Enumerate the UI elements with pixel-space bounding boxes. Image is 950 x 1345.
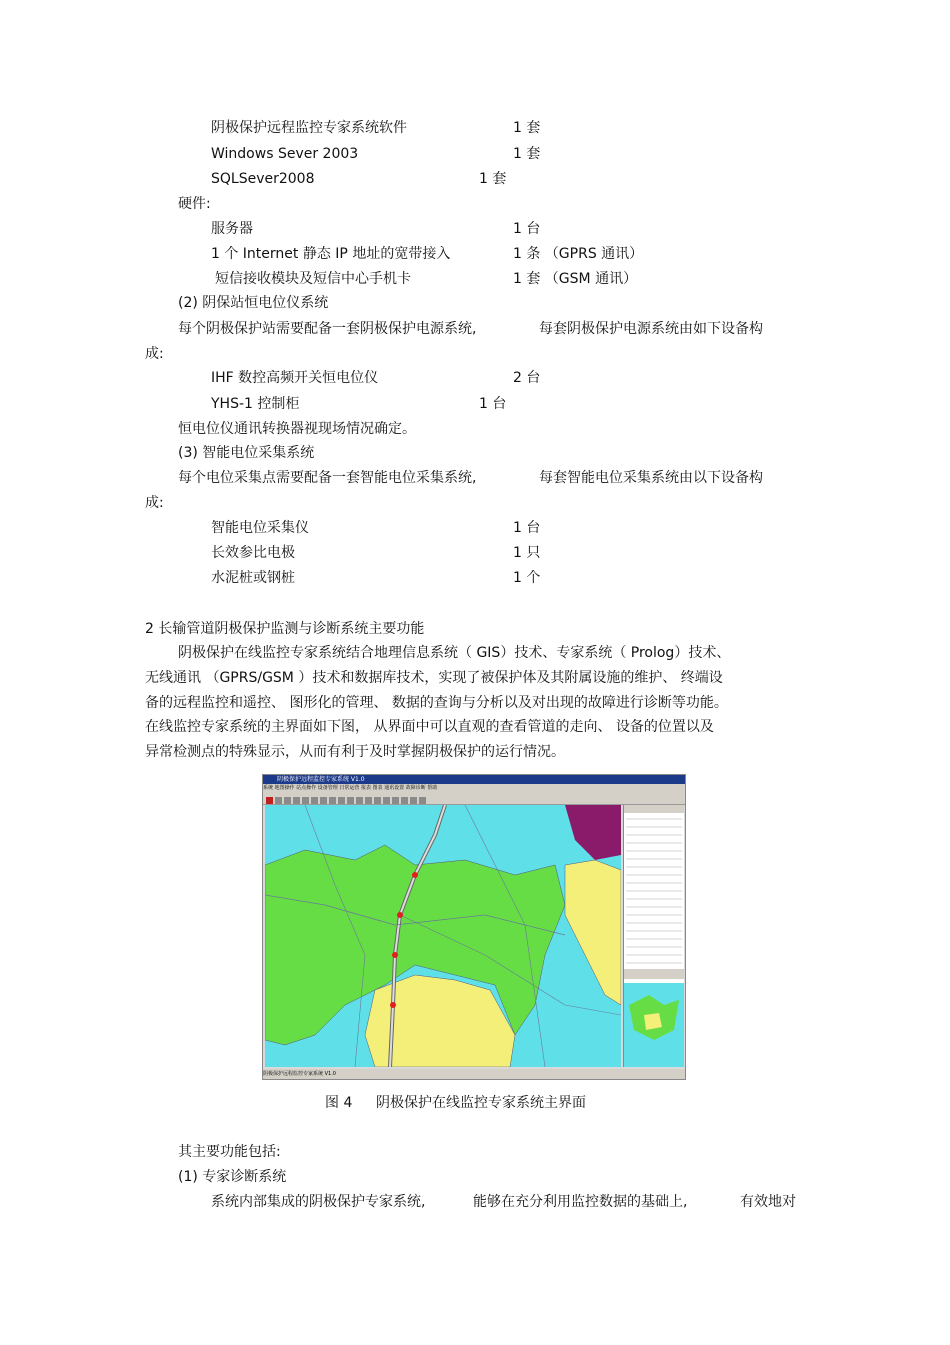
- figure-caption-text: 阴极保护在线监控专家系统主界面: [376, 1095, 586, 1111]
- equipment-item-name: 水泥桩或钢桩: [211, 570, 295, 586]
- figure-screenshot: [262, 774, 686, 1080]
- equipment-item-qty: 1 台: [479, 396, 507, 412]
- equipment-item-name: 智能电位采集仪: [211, 520, 309, 536]
- section-heading: (2) 阴保站恒电位仪系统: [178, 295, 329, 311]
- paragraph-line: 有效地对: [740, 1194, 796, 1210]
- hardware-item-qty: 1 条 （GPRS 通讯）: [513, 246, 644, 262]
- software-item-name: Windows Sever 2003: [211, 146, 359, 162]
- equipment-item-qty: 1 个: [513, 570, 541, 586]
- hardware-item-name: 短信接收模块及短信中心手机卡: [215, 271, 411, 287]
- equipment-item-qty: 1 只: [513, 545, 541, 561]
- software-item-qty: 1 套: [513, 146, 541, 162]
- equipment-item-qty: 1 台: [513, 520, 541, 536]
- equipment-item-name: YHS-1 控制柜: [211, 396, 300, 412]
- figure-status-bar: 阴极保护远程监控专家系统 V1.0: [263, 1069, 685, 1079]
- map-drawing: [265, 805, 621, 1067]
- hardware-item-name: 1 个 Internet 静态 IP 地址的宽带接入: [211, 246, 451, 262]
- figure-menu-bar: 系统 地图操作 站点操作 设备管理 日常运营 报表 图表 通讯设置 故障诊断 帮助: [263, 784, 685, 792]
- equipment-item-name: 长效参比电极: [211, 545, 295, 561]
- figure-map: [265, 805, 621, 1067]
- paragraph-line: 系统内部集成的阴极保护专家系统,: [211, 1194, 426, 1210]
- paragraph-line: 异常检测点的特殊显示，从而有利于及时掌握阴极保护的运行情况。: [145, 744, 565, 760]
- side-panel-drawing: [624, 805, 684, 1067]
- software-item-qty: 1 套: [513, 120, 541, 136]
- figure-window-title: 阴极保护远程监控专家系统 V1.0: [263, 775, 685, 784]
- paragraph-line: 成:: [145, 495, 164, 511]
- section-heading: (3) 智能电位采集系统: [178, 445, 315, 461]
- paragraph-line: 每套智能电位采集系统由以下设备构: [539, 470, 763, 486]
- hardware-item-qty: 1 台: [513, 221, 541, 237]
- paragraph-line: 阴极保护在线监控专家系统结合地理信息系统（ GIS）技术、专家系统（ Prolog）技术、: [178, 645, 731, 661]
- figure-caption-number: 图 4: [325, 1095, 353, 1111]
- paragraph-line: 成:: [145, 346, 164, 362]
- software-item-name: SQLSever2008: [211, 171, 315, 187]
- paragraph-line: 无线通讯 （GPRS/GSM ）技术和数据库技术，实现了被保护体及其附属设施的维护、 终端设: [145, 670, 723, 686]
- paragraph-line: 每个阴极保护站需要配备一套阴极保护电源系统,: [178, 321, 477, 337]
- figure-side-panel: [623, 805, 684, 1067]
- hardware-item-qty: 1 套 （GSM 通讯）: [513, 271, 638, 287]
- equipment-item-qty: 2 台: [513, 370, 541, 386]
- hardware-item-name: 服务器: [211, 221, 253, 237]
- paragraph-line: 恒电位仪通讯转换器视现场情况确定。: [178, 421, 416, 437]
- section-heading: (1) 专家诊断系统: [178, 1169, 287, 1185]
- paragraph-line: 每个电位采集点需要配备一套智能电位采集系统,: [178, 470, 477, 486]
- figure-toolbar: [263, 792, 685, 805]
- software-item-qty: 1 套: [479, 171, 507, 187]
- paragraph-line: 每套阴极保护电源系统由如下设备构: [539, 321, 763, 337]
- software-item-name: 阴极保护远程监控专家系统软件: [211, 120, 407, 136]
- chapter-heading: 2 长输管道阴极保护监测与诊断系统主要功能: [145, 621, 425, 637]
- paragraph-line: 备的远程监控和遥控、 图形化的管理、 数据的查询与分析以及对出现的故障进行诊断等功能。: [145, 695, 728, 711]
- paragraph-line: 能够在充分利用监控数据的基础上,: [473, 1194, 688, 1210]
- paragraph-line: 其主要功能包括:: [178, 1144, 281, 1160]
- hardware-heading: 硬件:: [178, 196, 211, 212]
- paragraph-line: 在线监控专家系统的主界面如下图， 从界面中可以直观的查看管道的走向、 设备的位置以及: [145, 719, 714, 735]
- equipment-item-name: IHF 数控高频开关恒电位仪: [211, 370, 379, 386]
